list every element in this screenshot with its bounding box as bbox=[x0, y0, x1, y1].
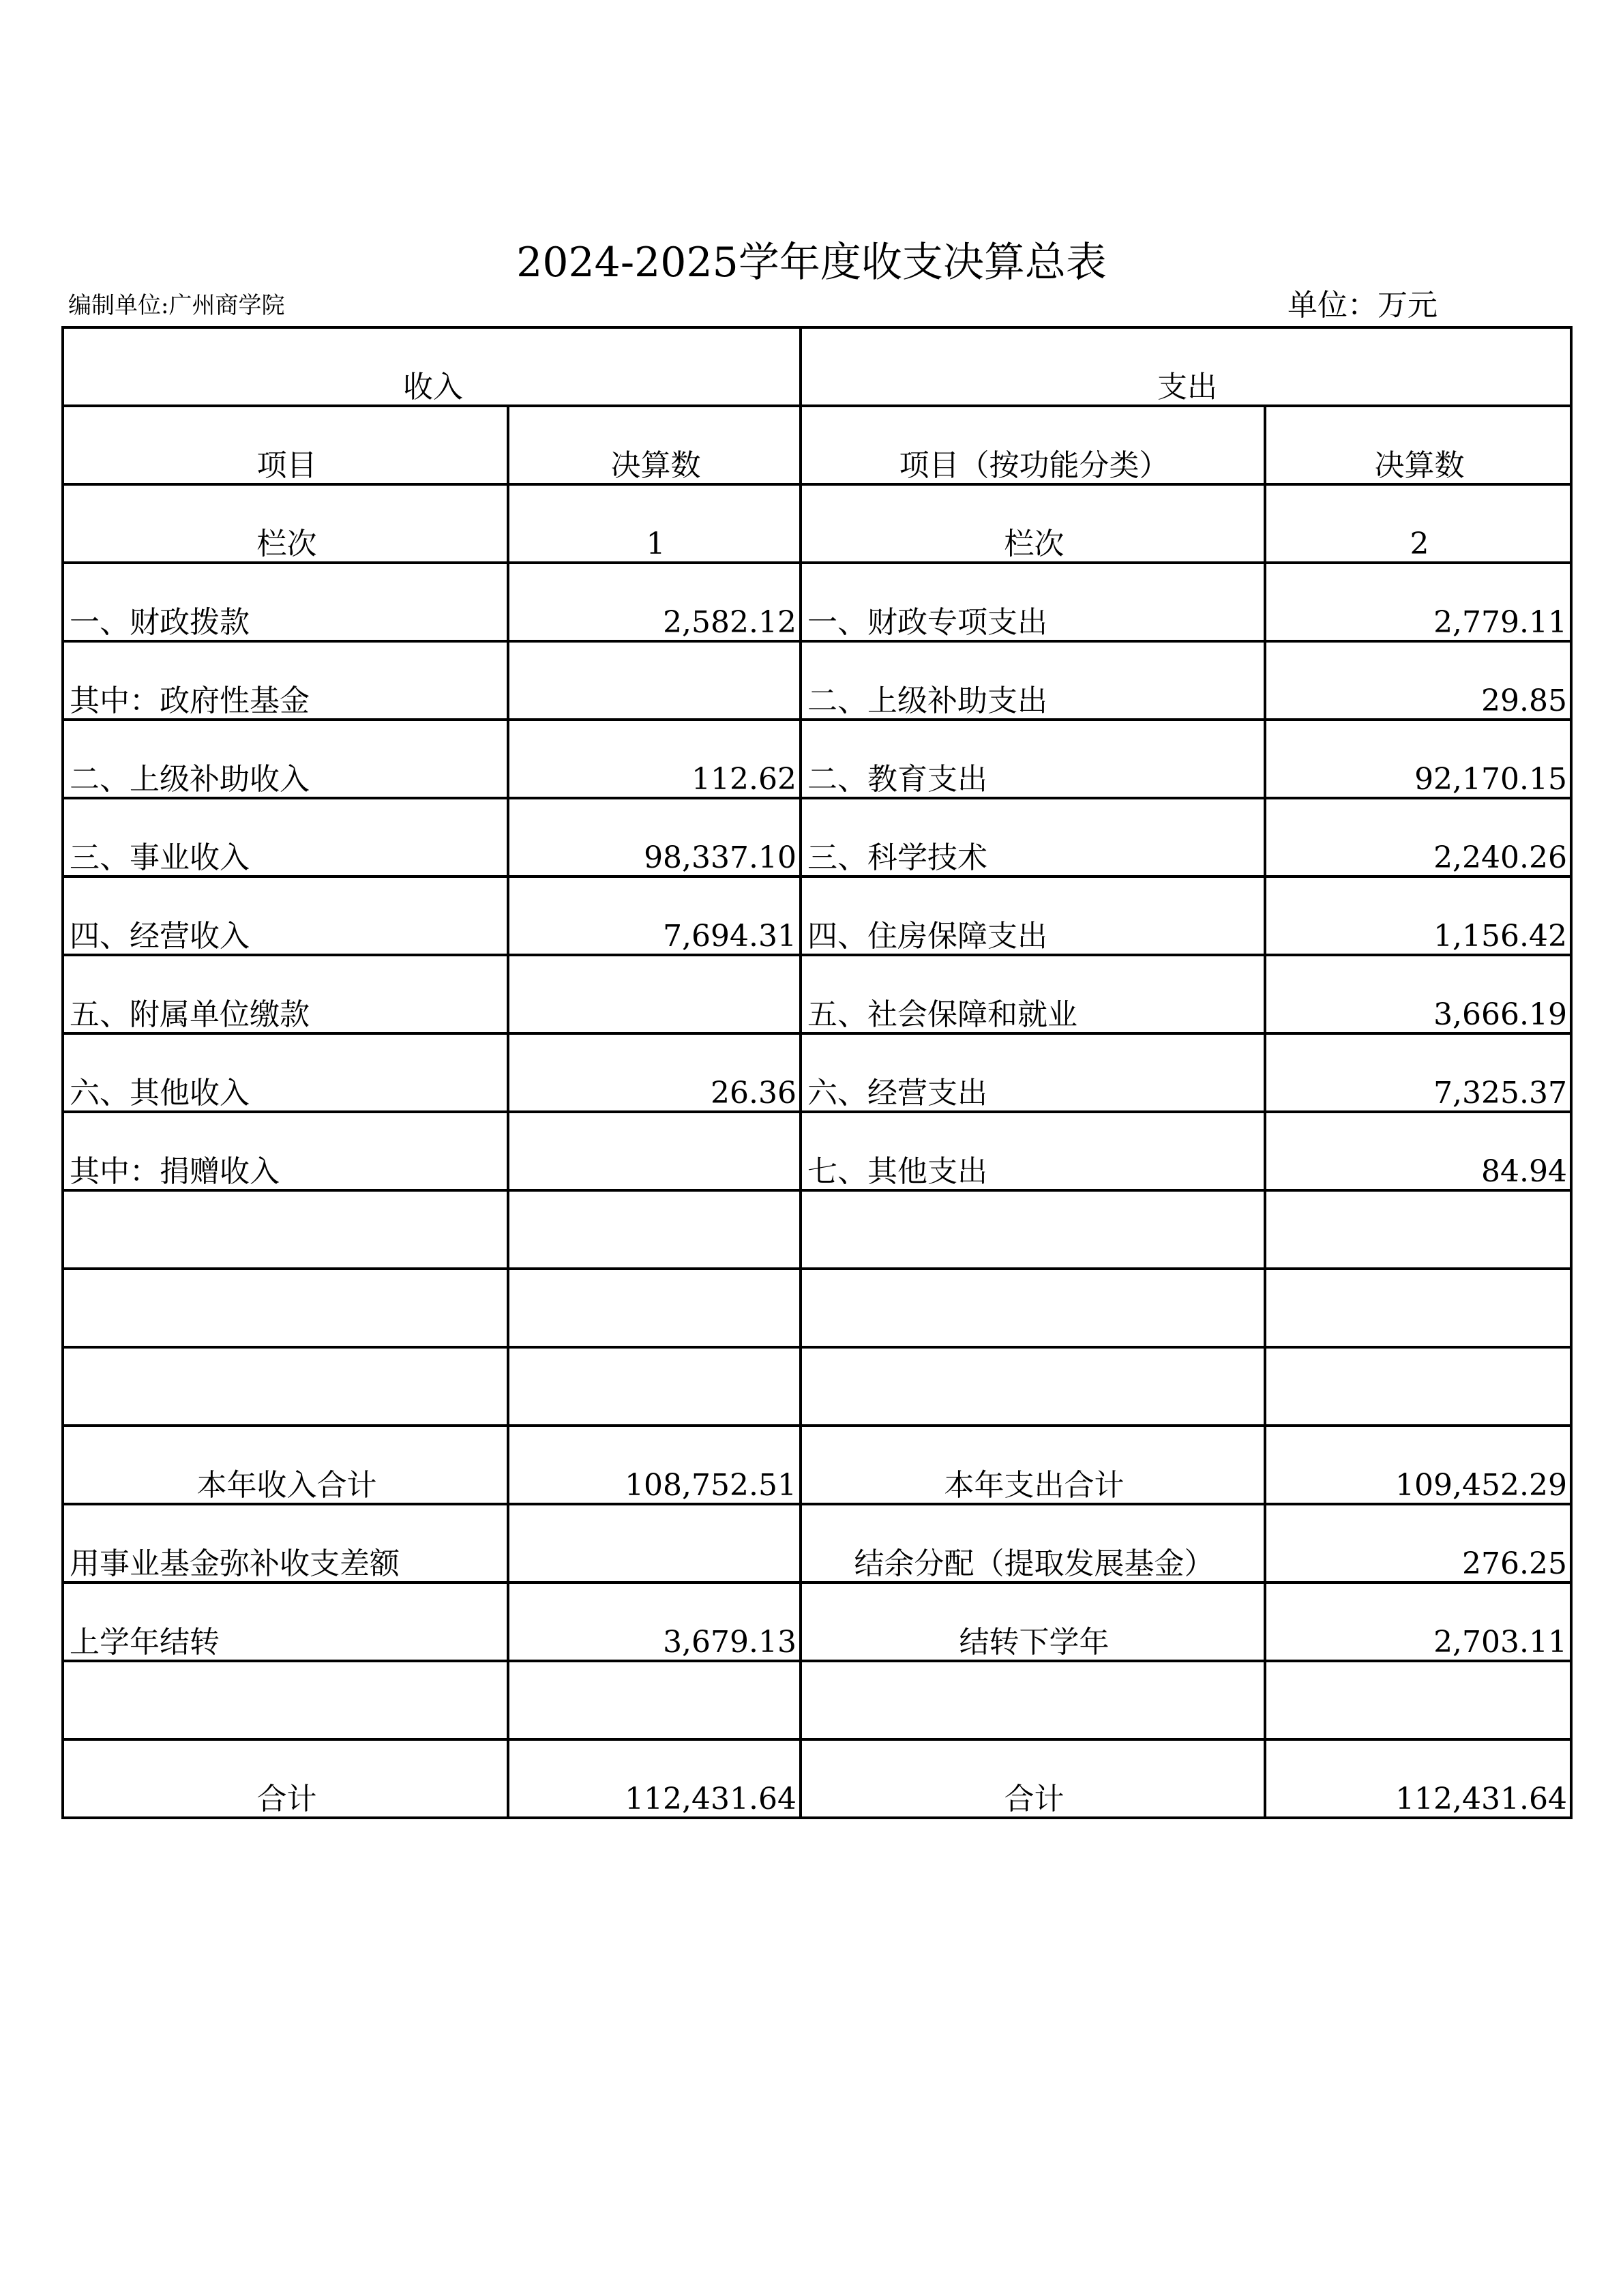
income-item-header: 项目 bbox=[63, 406, 508, 484]
income-amount-header: 决算数 bbox=[508, 406, 801, 484]
table-row bbox=[63, 1583, 1571, 1661]
income-amount: 112.62 bbox=[508, 720, 801, 798]
expense-item-header: 项目（按功能分类） bbox=[801, 406, 1265, 484]
expense-item bbox=[801, 1269, 1265, 1347]
table-row bbox=[63, 798, 1571, 877]
income-item: 上学年结转 bbox=[63, 1583, 508, 1661]
expense-amount: 7,325.37 bbox=[1265, 1033, 1571, 1112]
income-item: 二、上级补助收入 bbox=[63, 720, 508, 798]
income-item: 四、经营收入 bbox=[63, 877, 508, 955]
expense-item: 七、其他支出 bbox=[801, 1112, 1265, 1190]
expense-item: 一、财政专项支出 bbox=[801, 563, 1265, 641]
expense-amount: 2,703.11 bbox=[1265, 1583, 1571, 1661]
table-row bbox=[63, 955, 1571, 1033]
empty-row bbox=[63, 1347, 1571, 1426]
income-column-number: 1 bbox=[508, 484, 801, 563]
expense-amount: 109,452.29 bbox=[1265, 1426, 1571, 1504]
income-column-label: 栏次 bbox=[63, 484, 508, 563]
expense-amount: 84.94 bbox=[1265, 1112, 1571, 1190]
income-item bbox=[63, 1347, 508, 1426]
income-amount: 108,752.51 bbox=[508, 1426, 801, 1504]
expense-item: 六、经营支出 bbox=[801, 1033, 1265, 1112]
expense-item bbox=[801, 1190, 1265, 1269]
expense-section-header: 支出 bbox=[801, 327, 1571, 406]
income-item: 六、其他收入 bbox=[63, 1033, 508, 1112]
table-row bbox=[63, 641, 1571, 720]
expense-item bbox=[801, 1347, 1265, 1426]
table-row bbox=[63, 1033, 1571, 1112]
expense-item: 合计 bbox=[801, 1739, 1265, 1818]
expense-amount bbox=[1265, 1347, 1571, 1426]
expense-amount: 29.85 bbox=[1265, 641, 1571, 720]
expense-item: 二、上级补助支出 bbox=[801, 641, 1265, 720]
expense-amount bbox=[1265, 1269, 1571, 1347]
expense-item: 四、住房保障支出 bbox=[801, 877, 1265, 955]
page-title: 2024-2025学年度收支决算总表 bbox=[516, 239, 1107, 286]
income-amount: 26.36 bbox=[508, 1033, 801, 1112]
expense-amount bbox=[1265, 1661, 1571, 1739]
expense-item: 二、教育支出 bbox=[801, 720, 1265, 798]
income-amount bbox=[508, 1190, 801, 1269]
table-row bbox=[63, 1504, 1571, 1583]
table-row bbox=[63, 720, 1571, 798]
unit-label: 单位：万元 bbox=[1287, 288, 1438, 323]
income-amount: 7,694.31 bbox=[508, 877, 801, 955]
organization-label: 编制单位:广州商学院 bbox=[68, 292, 285, 319]
income-item: 一、财政拨款 bbox=[63, 563, 508, 641]
expense-item: 结转下学年 bbox=[801, 1583, 1265, 1661]
income-item bbox=[63, 1269, 508, 1347]
income-item: 三、事业收入 bbox=[63, 798, 508, 877]
column-header-row bbox=[63, 406, 1571, 484]
income-amount: 98,337.10 bbox=[508, 798, 801, 877]
income-amount bbox=[508, 641, 801, 720]
budget-summary-table bbox=[61, 326, 1573, 1819]
income-item: 本年收入合计 bbox=[63, 1426, 508, 1504]
section-header-row bbox=[63, 327, 1571, 406]
expense-amount bbox=[1265, 1190, 1571, 1269]
income-item bbox=[63, 1661, 508, 1739]
expense-item: 三、科学技术 bbox=[801, 798, 1265, 877]
empty-row bbox=[63, 1190, 1571, 1269]
expense-item: 本年支出合计 bbox=[801, 1426, 1265, 1504]
income-amount bbox=[508, 1112, 801, 1190]
empty-row bbox=[63, 1661, 1571, 1739]
income-amount: 112,431.64 bbox=[508, 1739, 801, 1818]
expense-item bbox=[801, 1661, 1265, 1739]
expense-amount: 1,156.42 bbox=[1265, 877, 1571, 955]
annual-total-row bbox=[63, 1426, 1571, 1504]
income-amount bbox=[508, 1504, 801, 1583]
table-row bbox=[63, 877, 1571, 955]
income-item: 用事业基金弥补收支差额 bbox=[63, 1504, 508, 1583]
income-item: 其中：政府性基金 bbox=[63, 641, 508, 720]
expense-amount: 3,666.19 bbox=[1265, 955, 1571, 1033]
expense-amount: 276.25 bbox=[1265, 1504, 1571, 1583]
income-amount bbox=[508, 1347, 801, 1426]
income-item: 合计 bbox=[63, 1739, 508, 1818]
empty-row bbox=[63, 1269, 1571, 1347]
expense-amount: 2,779.11 bbox=[1265, 563, 1571, 641]
income-amount bbox=[508, 1661, 801, 1739]
expense-column-label: 栏次 bbox=[801, 484, 1265, 563]
grand-total-row bbox=[63, 1739, 1571, 1818]
income-amount: 3,679.13 bbox=[508, 1583, 801, 1661]
income-amount bbox=[508, 955, 801, 1033]
table-row bbox=[63, 563, 1571, 641]
expense-item: 五、社会保障和就业 bbox=[801, 955, 1265, 1033]
expense-amount: 112,431.64 bbox=[1265, 1739, 1571, 1818]
column-number-row bbox=[63, 484, 1571, 563]
income-item: 其中：捐赠收入 bbox=[63, 1112, 508, 1190]
expense-column-number: 2 bbox=[1265, 484, 1571, 563]
expense-amount: 2,240.26 bbox=[1265, 798, 1571, 877]
table-row bbox=[63, 1112, 1571, 1190]
income-item bbox=[63, 1190, 508, 1269]
income-amount bbox=[508, 1269, 801, 1347]
expense-amount: 92,170.15 bbox=[1265, 720, 1571, 798]
income-section-header: 收入 bbox=[63, 327, 801, 406]
expense-amount-header: 决算数 bbox=[1265, 406, 1571, 484]
income-item: 五、附属单位缴款 bbox=[63, 955, 508, 1033]
income-amount: 2,582.12 bbox=[508, 563, 801, 641]
expense-item: 结余分配（提取发展基金） bbox=[801, 1504, 1265, 1583]
